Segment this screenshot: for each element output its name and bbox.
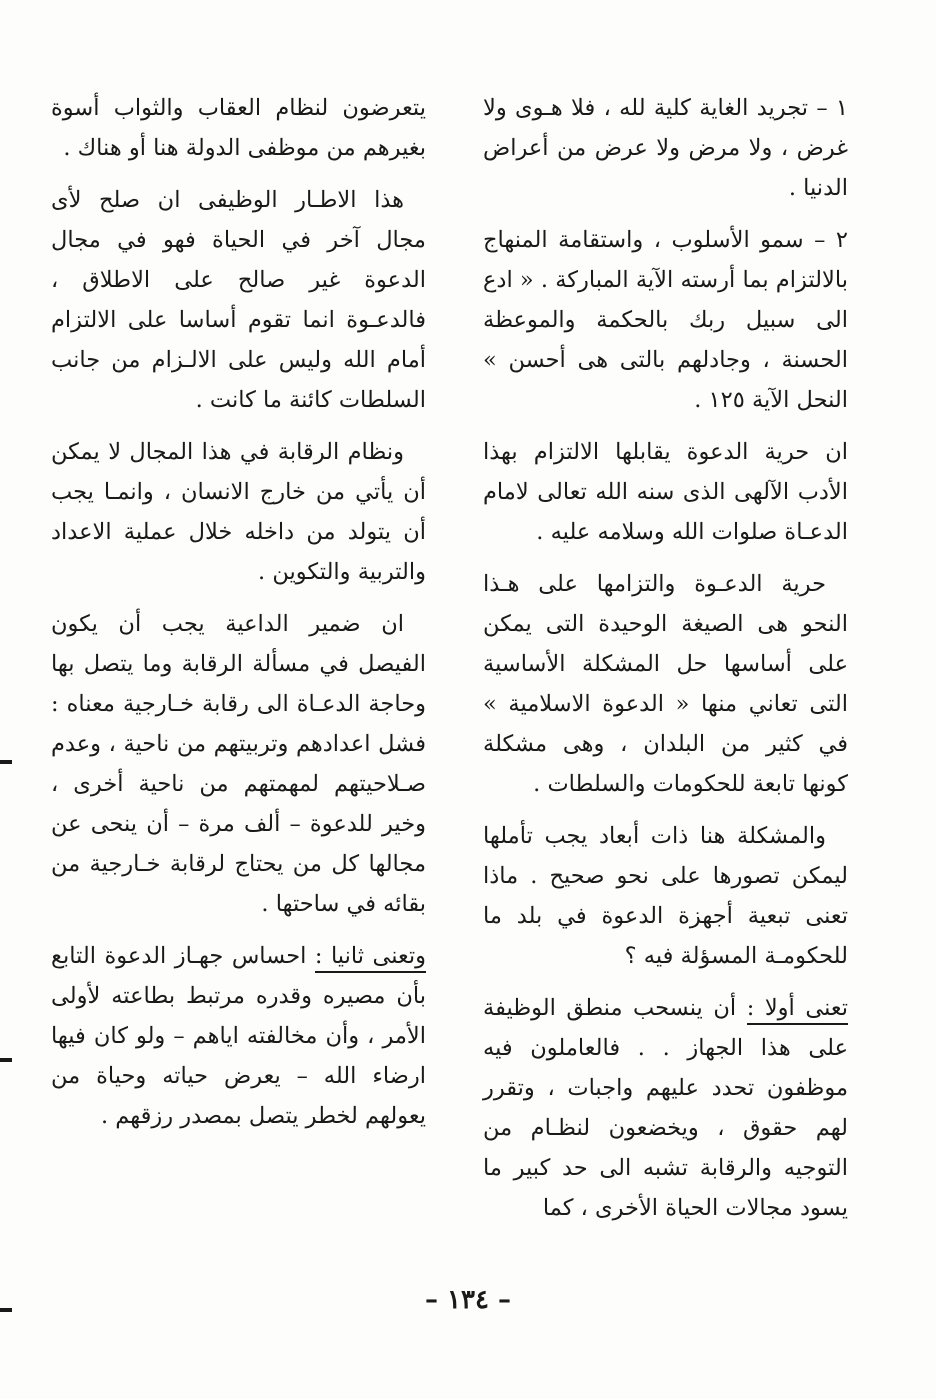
paragraph-right-2 <box>483 220 848 420</box>
paragraph-left-5 <box>51 936 426 1136</box>
paragraph-text: ونظام الرقابة في هذا المجال لا يمكن أن يأتي من خارج الانسان ، وانمـا يجب أن يتولد من داخله خلال عملية الاعداد والتربية والتكوين . <box>51 439 426 585</box>
section-heading-first: تعنى أولا : <box>747 995 848 1025</box>
paragraph-text: يتعرضون لنظام العقاب والثواب أسوة بغيرهم من موظفى الدولة هنا أو هناك . <box>51 95 426 161</box>
paragraph-right-4 <box>483 564 848 804</box>
scan-edge-mark <box>0 760 12 764</box>
paragraph-text: هذا الاطـار الوظيفى ان صلح لأى مجال آخر في الحياة فهو في مجال الدعوة غير صالح على الاطلاق ، فالدعـوة انما تقوم أساسا على الالتزام أمام الله وليس على الالـزام من جانب السلطات كائنة ما كانت . <box>51 187 426 413</box>
paragraph-left-3 <box>51 432 426 592</box>
paragraph-text: ان حرية الدعوة يقابلها الالتزام بهذا الأدب الآلهى الذى سنه الله تعالى لامام الدعـاة صلوات الله وسلامه عليه . <box>483 439 848 545</box>
scan-edge-mark <box>0 1058 12 1062</box>
paragraph-right-5 <box>483 816 848 976</box>
paragraph-text: والمشكلة هنا ذات أبعاد يجب تأملها ليمكن تصورها على نحو صحيح . ماذا تعنى تبعية أجهزة الدعوة في بلد ما للحكومـة المسؤلة فيه ؟ <box>483 823 848 969</box>
paragraph-text: حرية الدعـوة والتزامها على هـذا النحو هى الصيغة الوحيدة التى يمكن على أساسها حل المشكلة الأساسية التى تعاني منها « الدعوة الاسلامية » في كثير من البلدان ، وهى مشكلة كونها تابعة للحكومات والسلطات . <box>483 571 848 797</box>
paragraph-right-6 <box>483 988 848 1228</box>
paragraph-text: ٢ – سمو الأسلوب ، واستقامة المنهاج بالالتزام بما أرسته الآية المباركة . « ادع الى سبيل ربك بالحكمة والموعظة الحسنة ، وجادلهم بالتى هى أحسن » النحل الآية ١٢٥ . <box>483 227 848 413</box>
paragraph-left-1 <box>51 88 426 168</box>
paragraph-left-4 <box>51 604 426 924</box>
paragraph-right-3 <box>483 432 848 552</box>
paragraph-left-2 <box>51 180 426 420</box>
scan-edge-mark <box>0 1308 12 1312</box>
paragraph-text: ١ – تجريد الغاية كلية لله ، فلا هـوى ولا غرض ، ولا مرض ولا عرض من أعراض الدنيا . <box>483 95 848 201</box>
page-number: – ١٣٤ – <box>424 1285 512 1315</box>
right-column <box>483 88 848 1240</box>
section-heading-second: وتعنى ثانيا : <box>315 943 426 973</box>
paragraph-right-1 <box>483 88 848 208</box>
paragraph-text: احساس جهـاز الدعوة التابع بأن مصيره وقدره مرتبط بطاعته لأولى الأمر ، وأن مخالفته اياهم – ولو كان فيها ارضاء الله – يعرض حياته وحياة من يعولهم لخطر يتصل بمصدر رزقهم . <box>51 943 426 1129</box>
left-column <box>51 88 426 1148</box>
paragraph-text: أن ينسحب منطق الوظيفة على هذا الجهاز . . فالعاملون فيه موظفون تحدد عليهم واجبات ، وتقرر لهم حقوق ، ويخضعون لنظـام من التوجيه والرقابة تشبه الى حد كبير ما يسود مجالات الحياة الأخرى ، كما <box>483 995 848 1221</box>
paragraph-text: ان ضمير الداعية يجب أن يكون الفيصل في مسألة الرقابة وما يتصل بها وحاجة الدعـاة الى رقابة خـارجية معناه : فشل اعدادهم وتربيتهم من ناحية ، وعدم صـلاحيتهم لمهمتهم من ناحية أخرى ، وخير للدعوة – ألف مرة – أن ينحى عن مجالها كل من يحتاج لرقابة خـارجية من بقائه في ساحتها . <box>51 611 426 917</box>
